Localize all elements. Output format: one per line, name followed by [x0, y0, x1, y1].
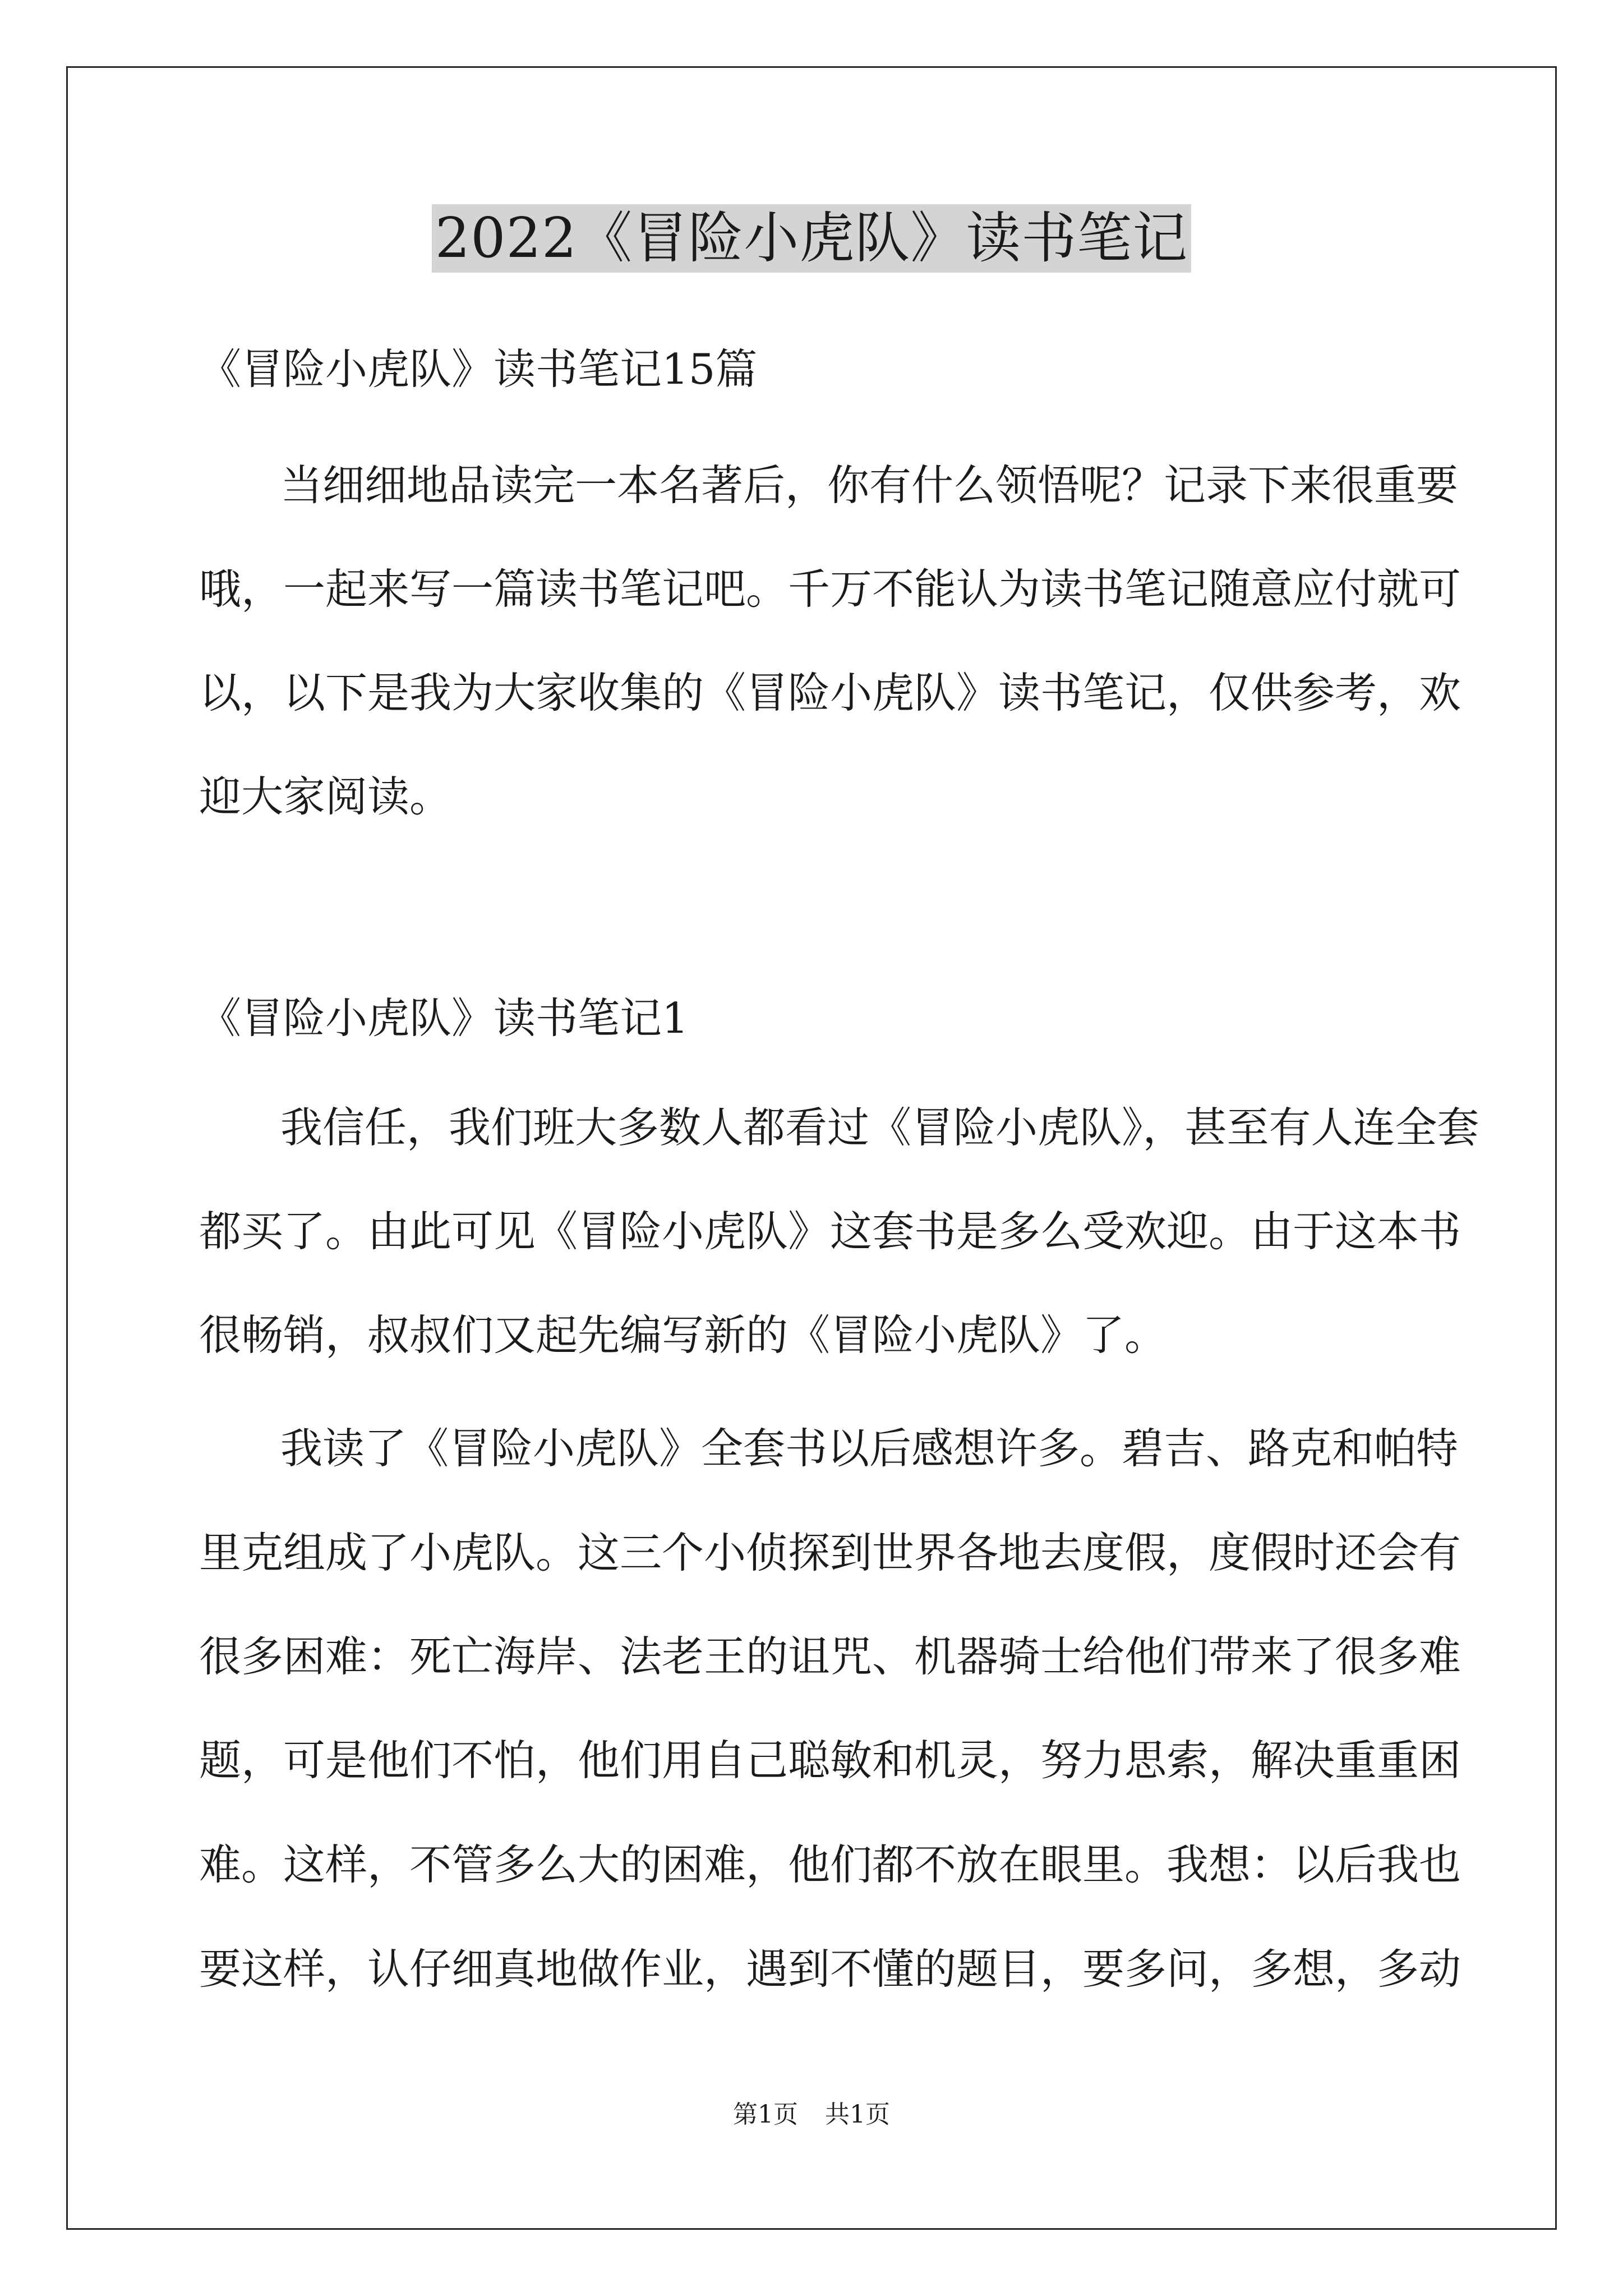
intro-line: 迎大家阅读。 — [199, 772, 452, 821]
paragraph-line: 我信任，我们班大多数人都看过《冒险小虎队》，甚至有人连全套 — [280, 1103, 1479, 1152]
intro-line: 当细细地品读完一本名著后，你有什么领悟呢？记录下来很重要 — [280, 461, 1459, 510]
document-subtitle: 《冒险小虎队》读书笔记15篇 — [199, 344, 758, 394]
paragraph-line: 很多困难：死亡海岸、法老王的诅咒、机器骑士给他们带来了很多难 — [199, 1632, 1461, 1681]
section-heading: 《冒险小虎队》读书笔记1 — [199, 993, 689, 1043]
paragraph-line: 很畅销，叔叔们又起先编写新的《冒险小虎队》了。 — [199, 1310, 1167, 1360]
page-number: 第1页 — [733, 2100, 798, 2129]
paragraph-line: 里克组成了小虎队。这三个小侦探到世界各地去度假，度假时还会有 — [199, 1528, 1461, 1577]
intro-line: 以，以下是我为大家收集的《冒险小虎队》读书笔记，仅供参考，欢 — [199, 668, 1461, 717]
paragraph-line: 题，可是他们不怕，他们用自己聪敏和机灵，努力思索，解决重重困 — [199, 1736, 1461, 1785]
document-title — [0, 199, 1623, 278]
intro-line: 哦，一起来写一篇读书笔记吧。千万不能认为读书笔记随意应付就可 — [199, 564, 1461, 614]
paragraph-line: 要这样，认仔细真地做作业，遇到不懂的题目，要多问，多想，多动 — [199, 1944, 1461, 1994]
page-total: 共1页 — [825, 2100, 890, 2129]
document-title-text: 2022《冒险小虎队》读书笔记 — [432, 204, 1191, 273]
paragraph-line: 都买了。由此可见《冒险小虎队》这套书是多么受欢迎。由于这本书 — [199, 1207, 1461, 1256]
page-footer — [0, 2098, 1623, 2132]
paragraph-line: 我读了《冒险小虎队》全套书以后感想许多。碧吉、路克和帕特 — [280, 1424, 1459, 1473]
paragraph-line: 难。这样，不管多么大的困难，他们都不放在眼里。我想：以后我也 — [199, 1840, 1461, 1889]
